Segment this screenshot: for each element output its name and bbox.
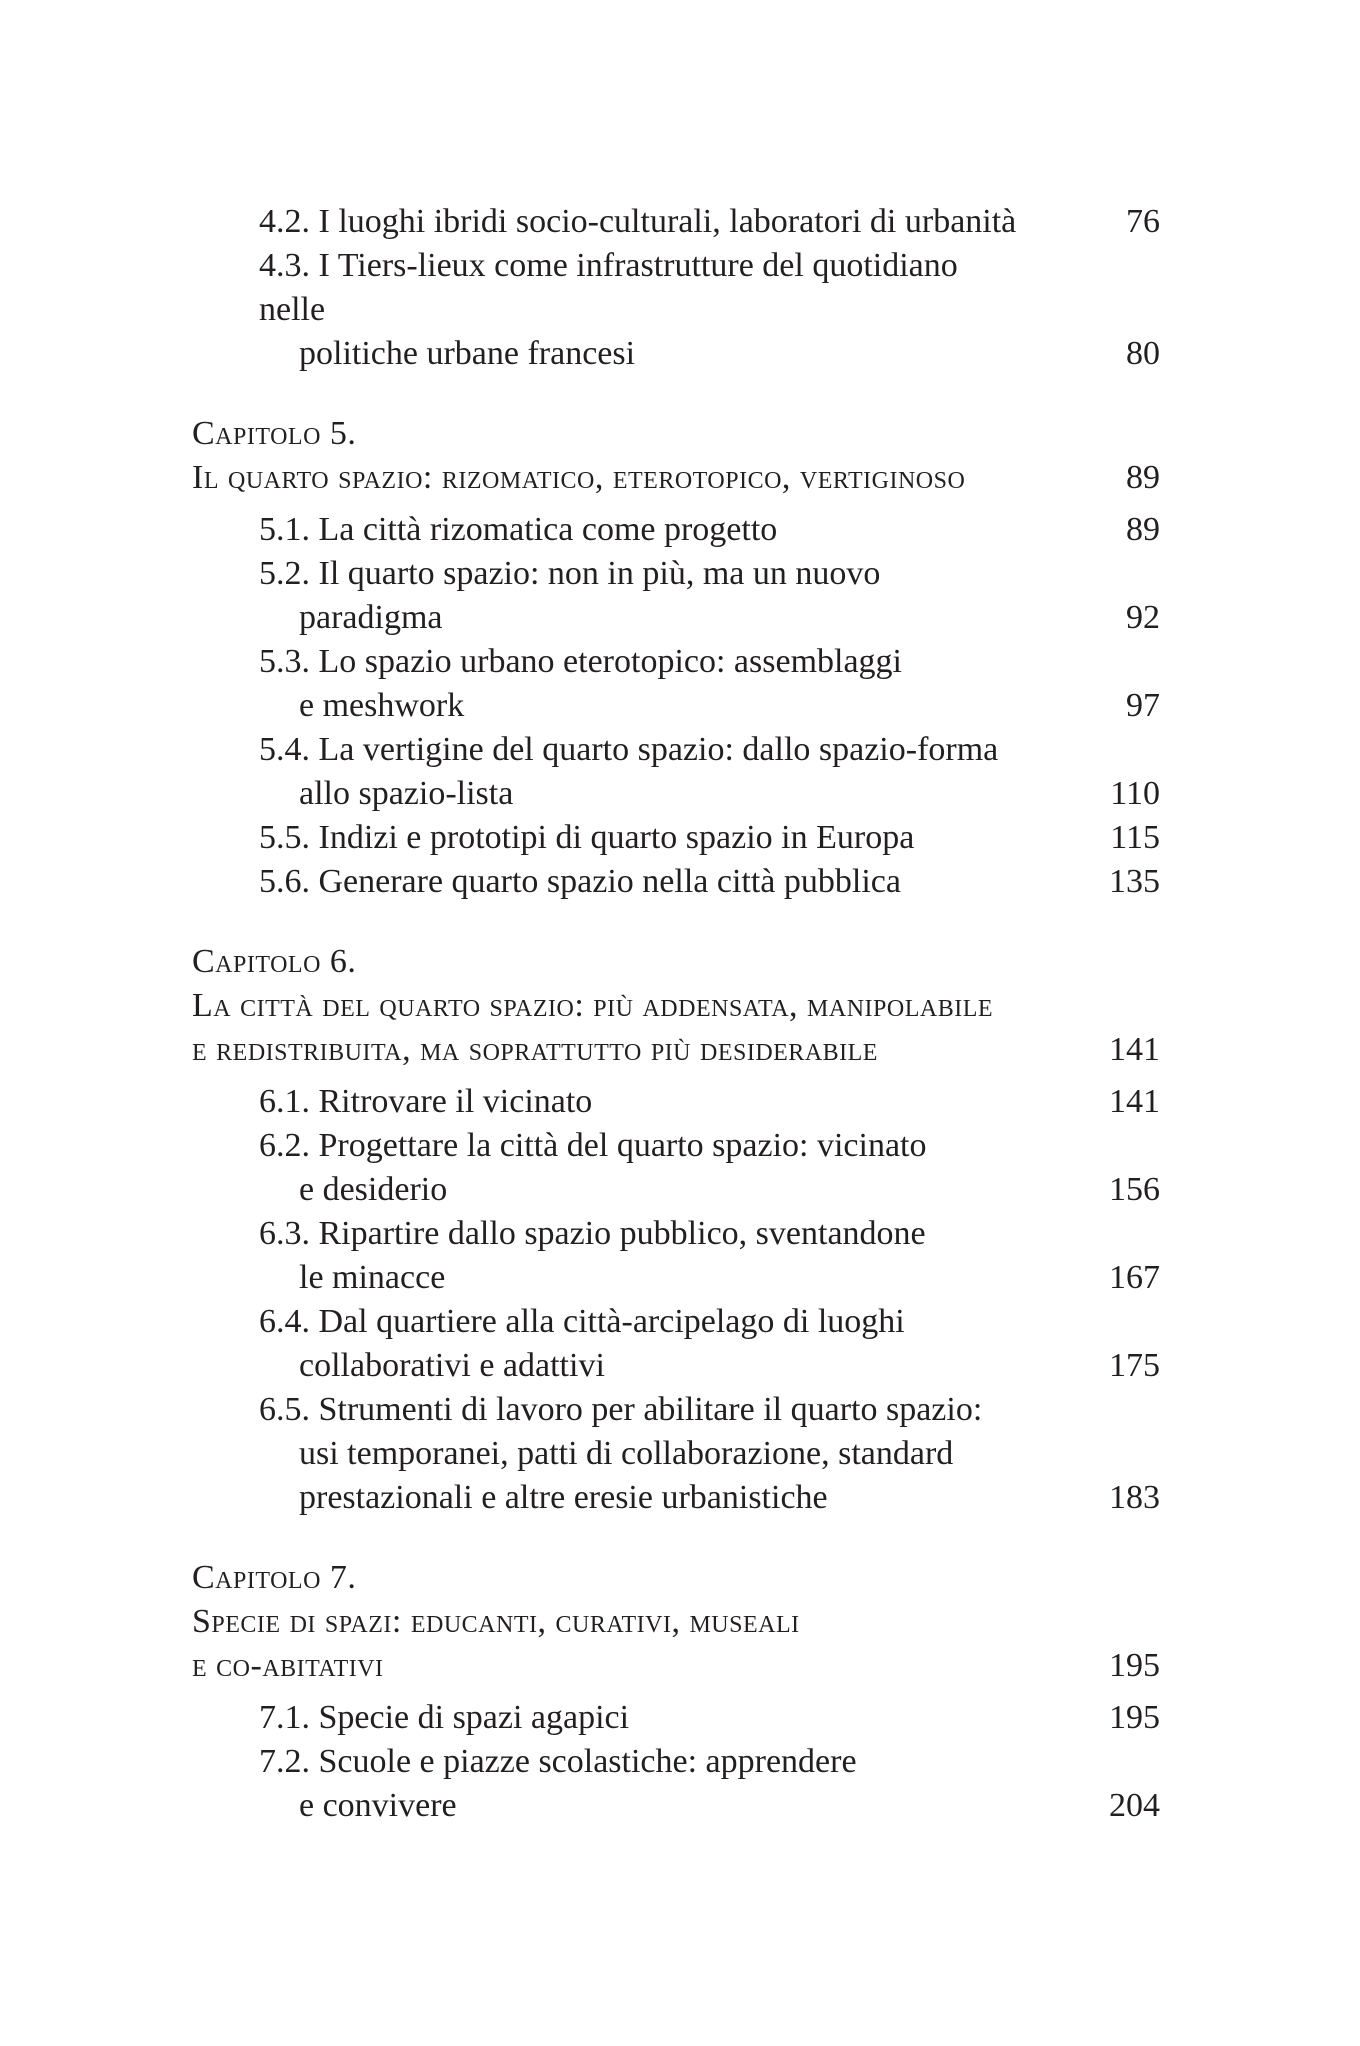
toc-section-entry [192,1212,1160,1300]
page-number: 110 [1110,775,1160,812]
toc-section-entry [192,508,1160,552]
section-number: 5.3. [259,643,310,680]
section-title [192,552,1160,640]
section-number: 7.2. [259,1743,310,1780]
chapter-label: Capitolo 7. [192,1559,357,1596]
section-title-line: Scuole e piazze scolastiche: apprendere [318,1743,857,1780]
toc-section-entry [192,640,1160,728]
chapter-title-line: Specie di spazi: educanti, curativi, museali [192,1603,800,1640]
section-number: 6.5. [259,1391,310,1428]
toc-section-entry [192,200,1160,244]
section-title-line: Specie di spazi agapici [318,1699,630,1736]
section-number: 4.2. [259,203,310,240]
chapter-title-line: La città del quarto spazio: più addensata, manipolabile [192,987,994,1024]
page-number: 141 [1109,1083,1160,1120]
section-number: 6.4. [259,1303,310,1340]
toc-section-entry [192,860,1160,904]
section-title-continuation: e convivere [299,1787,457,1824]
section-number: 5.2. [259,555,310,592]
section-title-line: La vertigine del quarto spazio: dallo spazio-forma [318,731,999,768]
section-title [192,244,1160,376]
page-number: 183 [1109,1479,1160,1516]
page-number: 92 [1126,599,1160,636]
section-title-line: Il quarto spazio: non in più, ma un nuovo [318,555,881,592]
section-number: 6.3. [259,1215,310,1252]
toc-section-entry [192,728,1160,816]
chapter-title-line: e redistribuita, ma soprattutto più desiderabile [192,1031,878,1068]
section-title-continuation: paradigma [299,599,443,636]
section-title [192,1740,1160,1828]
section-title [192,508,1160,552]
chapter-sections [192,508,1160,904]
page-number: 175 [1109,1347,1160,1384]
section-title-line: Ritrovare il vicinato [318,1083,593,1120]
chapter-label: Capitolo 5. [192,415,357,452]
page-number: 97 [1126,687,1160,724]
chapter-page-number: 89 [1126,459,1160,496]
section-number: 6.2. [259,1127,310,1164]
section-title [192,1696,1160,1740]
toc-section-entry [192,816,1160,860]
toc-section-entry [192,1740,1160,1828]
chapter-sections [192,1080,1160,1520]
section-title [192,1388,1160,1520]
section-title-continuation: collaborativi e adattivi [299,1347,605,1384]
section-number: 5.6. [259,863,310,900]
toc-section-entry [192,1300,1160,1388]
toc-section-entry [192,552,1160,640]
page-number: 89 [1126,511,1160,548]
toc-section-entry [192,1388,1160,1520]
section-title-line: Progettare la città del quarto spazio: vicinato [318,1127,927,1164]
chapter-title-line: e co-abitativi [192,1647,384,1684]
chapter-label: Capitolo 6. [192,943,357,980]
section-title-continuation: prestazionali e altre eresie urbanistiche [299,1479,828,1516]
chapter-page-number: 141 [1109,1031,1160,1068]
section-title-continuation: politiche urbane francesi [299,335,636,372]
section-title-continuation: allo spazio-lista [299,775,514,812]
section-title [192,816,1160,860]
chapter-page-number: 195 [1109,1647,1160,1684]
section-title-continuation: le minacce [299,1259,446,1296]
page-number: 80 [1126,335,1160,372]
section-number: 5.1. [259,511,310,548]
section-title [192,200,1160,244]
section-number: 5.5. [259,819,310,856]
section-number: 6.1. [259,1083,310,1120]
chapter-title-row [192,1600,1160,1688]
section-title [192,860,1160,904]
chapter-block [192,1556,1160,1828]
page-number: 135 [1109,863,1160,900]
section-title-line: Strumenti di lavoro per abilitare il quarto spazio: [318,1391,983,1428]
section-number: 7.1. [259,1699,310,1736]
previous-chapter-sections [192,200,1160,376]
toc-section-entry [192,1080,1160,1124]
toc-section-entry [192,244,1160,376]
section-title [192,1212,1160,1300]
section-number: 4.3. [259,247,310,284]
section-title-line: Lo spazio urbano eterotopico: assemblaggi [318,643,902,680]
section-title-continuation: usi temporanei, patti di collaborazione, standard [299,1435,954,1472]
toc-section-entry [192,1124,1160,1212]
section-title-continuation: e meshwork [299,687,465,724]
section-title [192,1080,1160,1124]
section-title [192,1124,1160,1212]
chapter-title-row [192,456,1160,500]
page-number: 156 [1109,1171,1160,1208]
section-title-line: I Tiers-lieux come infrastrutture del quotidiano nelle [259,247,958,328]
page-number: 167 [1109,1259,1160,1296]
section-title-line: Generare quarto spazio nella città pubblica [318,863,901,900]
section-title-line: I luoghi ibridi socio-culturali, laboratori di urbanità [318,203,1017,240]
chapter-block [192,940,1160,1520]
section-title-line: Indizi e prototipi di quarto spazio in Europa [318,819,915,856]
chapter-block [192,412,1160,904]
chapter-title-line: Il quarto spazio: rizomatico, eterotopico, vertiginoso [192,459,966,496]
table-of-contents [192,200,1160,1828]
section-title [192,1300,1160,1388]
section-title [192,728,1160,816]
section-title-line: La città rizomatica come progetto [318,511,778,548]
section-title-continuation: e desiderio [299,1171,448,1208]
page-number: 76 [1126,203,1160,240]
toc-section-entry [192,1696,1160,1740]
section-number: 5.4. [259,731,310,768]
page-number: 115 [1110,819,1160,856]
section-title-line: Dal quartiere alla città-arcipelago di luoghi [318,1303,905,1340]
page-number: 204 [1109,1787,1160,1824]
section-title-line: Ripartire dallo spazio pubblico, sventandone [318,1215,926,1252]
chapter-title-row [192,984,1160,1072]
chapter-sections [192,1696,1160,1828]
section-title [192,640,1160,728]
page-number: 195 [1109,1699,1160,1736]
